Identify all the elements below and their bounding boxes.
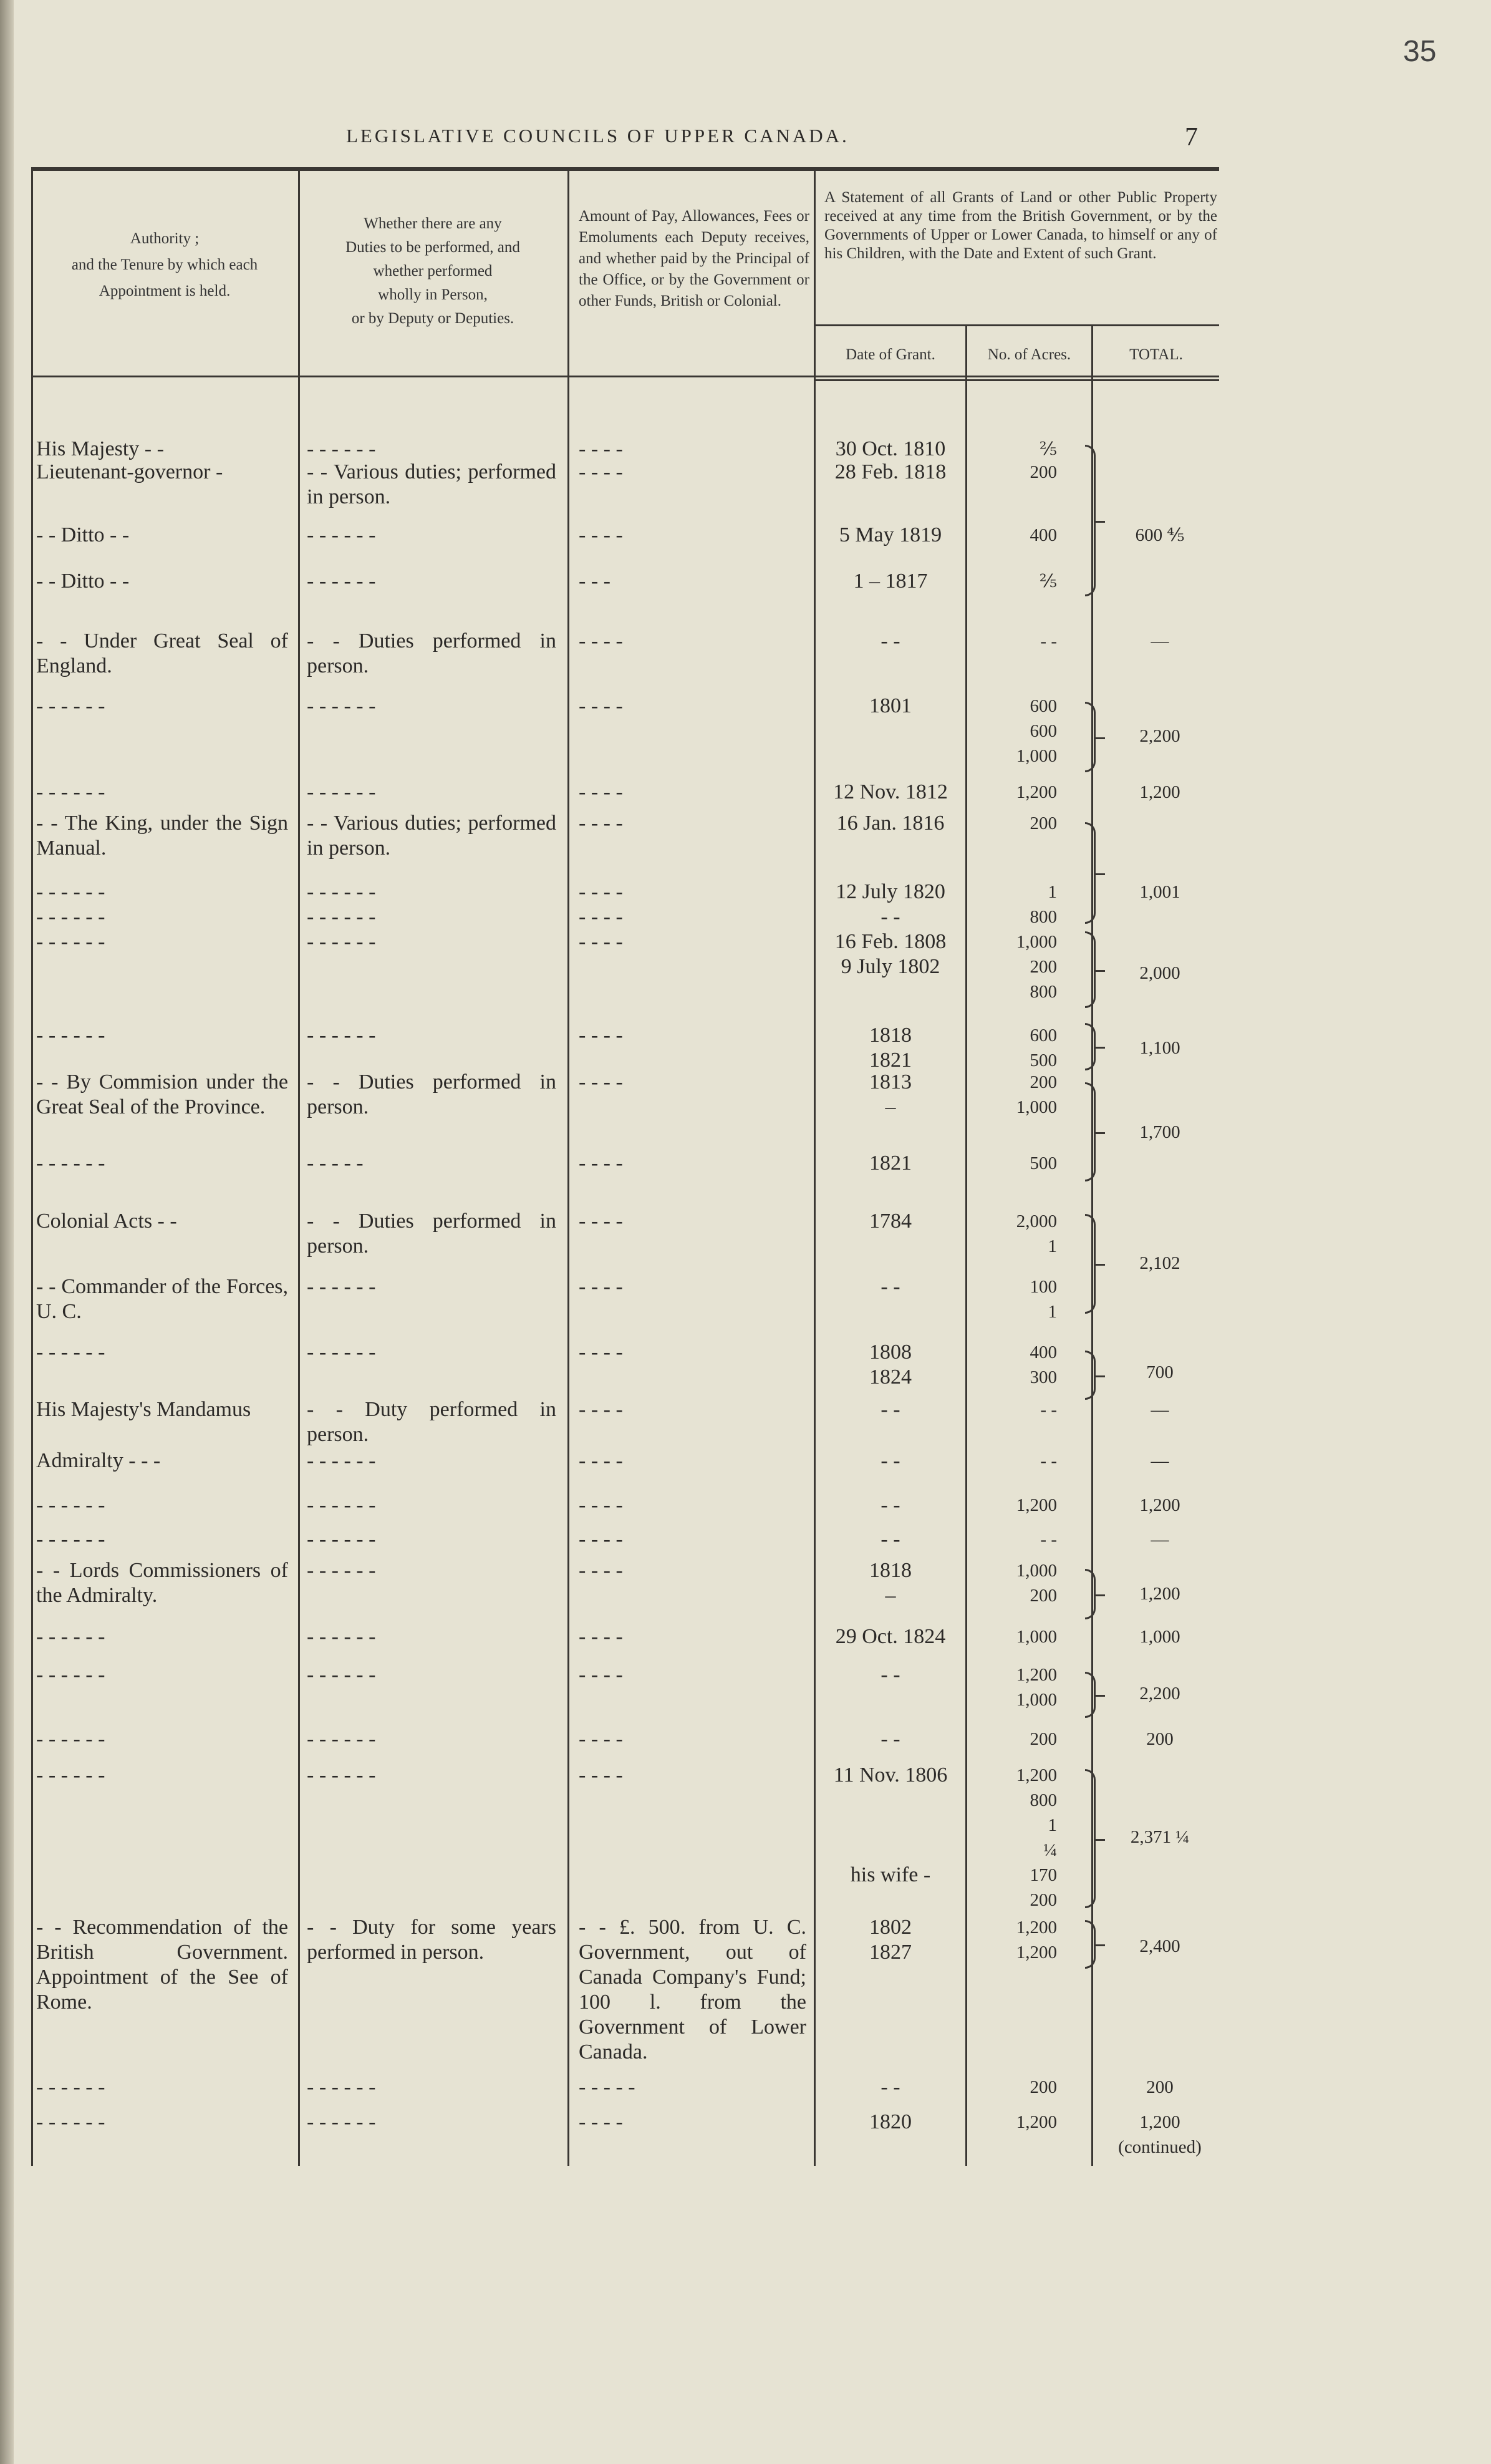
row-10-cell-d: 16 Feb. 1808 9 July 1802 — [834, 930, 947, 978]
grouping-brace — [1085, 1351, 1096, 1400]
grouping-brace — [1085, 1920, 1096, 1969]
header-authority: Authority ; and the Tenure by which each Appointment is held. — [71, 230, 258, 299]
row-12-cell-d: 1813 – — [869, 1070, 912, 1118]
row-12-cell-a: - - By Commision under the Great Seal of the Province. — [36, 1070, 288, 1118]
row-17-cell-f: — — [1151, 1400, 1169, 1420]
column-divider — [567, 170, 569, 2166]
row-13-cell-a: - - - - - - — [36, 1152, 105, 1175]
row-7-cell-e: 1,200 — [1016, 782, 1057, 802]
row-22-cell-f: 1,000 — [1139, 1627, 1180, 1647]
row-27-cell-f: 200 — [1146, 2077, 1174, 2097]
row-7-cell-d: 12 Nov. 1812 — [833, 780, 948, 803]
row-24-cell-c: - - - - — [579, 1727, 623, 1750]
row-24-cell-d: - - — [881, 1727, 900, 1750]
row-18-cell-d: - - — [881, 1449, 900, 1472]
row-28-cell-f: 1,200 (continued) — [1118, 2112, 1202, 2157]
row-10-cell-e: 1,000 200 800 — [1016, 932, 1057, 1002]
header-pay: Amount of Pay, Allowances, Fees or Emoluments each Deputy receives, and whether paid by the Principal of the Office, or by the Government or other Funds, British or Colonial. — [579, 208, 809, 309]
row-12-cell-b: - - Duties performed in person. — [307, 1070, 556, 1118]
row-19-cell-c: - - - - — [579, 1493, 623, 1516]
row-26-cell-b: - - Duty for some years performed in person. — [307, 1916, 556, 1964]
row-10-cell-a: - - - - - - — [36, 930, 105, 953]
header-grants: A Statement of all Grants of Land or other Public Property received at any time from the British Government, or by the Governments of Upper or Lower Canada, to himself or any of his Children, with the Date and Extent of such Grant. — [824, 189, 1217, 262]
row-12-cell-f: 1,700 — [1139, 1122, 1180, 1142]
header-duties: Whether there are any Duties to be performed, and whether performed wholly in Person, or by Deputy or Deputies. — [345, 215, 520, 327]
row-20-cell-e: - - — [1040, 1530, 1057, 1550]
grouping-brace — [1085, 1082, 1096, 1181]
row-21-cell-d: 1818 – — [869, 1559, 912, 1607]
row-15-cell-b: - - - - - - — [307, 1275, 376, 1298]
row-8-cell-c: - - - - — [579, 812, 623, 835]
row-9-cell-c: - - - - - - - - — [579, 880, 623, 928]
row-8-cell-b: - - Various duties; performed in person. — [307, 812, 556, 860]
row-22-cell-a: - - - - - - — [36, 1625, 105, 1648]
row-11-cell-c: - - - - — [579, 1024, 623, 1047]
row-25-cell-c: - - - - — [579, 1763, 623, 1787]
row-18-cell-f: — — [1151, 1451, 1169, 1471]
row-6-cell-f: 2,200 — [1139, 726, 1180, 746]
row-11-cell-a: - - - - - - — [36, 1024, 105, 1047]
row-13-cell-c: - - - - — [579, 1152, 623, 1175]
table-top-rule — [31, 167, 1219, 171]
row-1-cell-d: 30 Oct. 1810 — [835, 437, 946, 460]
row-15-cell-c: - - - - — [579, 1275, 623, 1298]
row-19-cell-e: 1,200 — [1016, 1495, 1057, 1515]
row-23-cell-d: - - — [881, 1663, 900, 1686]
row-16-cell-c: - - - - — [579, 1341, 623, 1364]
row-10-cell-f: 2,000 — [1139, 963, 1180, 983]
row-26-cell-f: 2,400 — [1139, 1936, 1180, 1956]
row-8-cell-d: 16 Jan. 1816 — [836, 812, 945, 835]
row-3-cell-d: 5 May 1819 — [839, 523, 942, 546]
row-18-cell-b: - - - - - - — [307, 1449, 376, 1472]
row-18-cell-a: Admiralty - - - — [36, 1449, 161, 1472]
row-16-cell-d: 1808 1824 — [869, 1341, 912, 1389]
row-5-cell-d: - - — [881, 629, 900, 652]
date-header-bottom-rule — [814, 379, 1219, 381]
row-28-cell-c: - - - - — [579, 2110, 623, 2133]
row-16-cell-a: - - - - - - — [36, 1341, 105, 1364]
row-17-cell-b: - - Duty performed in person. — [307, 1398, 556, 1446]
row-13-cell-e: 500 — [1030, 1153, 1057, 1173]
grouping-brace — [1085, 445, 1096, 596]
row-25-cell-b: - - - - - - — [307, 1763, 376, 1787]
column-divider — [298, 170, 300, 2166]
row-27-cell-c: - - - - - — [579, 2075, 635, 2098]
row-22-cell-e: 1,000 — [1016, 1627, 1057, 1647]
row-9-cell-d: 12 July 1820 - - — [836, 880, 945, 928]
row-20-cell-b: - - - - - - — [307, 1528, 376, 1551]
row-10-cell-b: - - - - - - — [307, 930, 376, 953]
row-6-cell-b: - - - - - - — [307, 694, 376, 717]
row-23-cell-b: - - - - - - — [307, 1663, 376, 1686]
row-27-cell-b: - - - - - - — [307, 2075, 376, 2098]
folio-number: 7 — [1185, 123, 1198, 152]
row-15-cell-e: 100 1 — [1030, 1277, 1057, 1322]
row-3-cell-c: - - - - — [579, 523, 623, 546]
row-3-cell-a: - - Ditto - - — [36, 523, 130, 546]
row-24-cell-e: 200 — [1030, 1729, 1057, 1749]
row-5-cell-b: - - Duties performed in person. — [307, 629, 556, 677]
row-25-cell-d: 11 Nov. 1806 his wife - — [833, 1763, 948, 1886]
row-2-cell-a: Lieutenant-governor - — [36, 460, 223, 483]
row-11-cell-b: - - - - - - — [307, 1024, 376, 1047]
row-4-cell-e: ⅖ — [1039, 571, 1057, 591]
row-12-cell-e: 200 1,000 — [1016, 1072, 1057, 1117]
row-18-cell-e: - - — [1040, 1451, 1057, 1471]
row-18-cell-c: - - - - — [579, 1449, 623, 1472]
row-19-cell-a: - - - - - - — [36, 1493, 105, 1516]
row-10-cell-c: - - - - — [579, 930, 623, 953]
row-20-cell-a: - - - - - - — [36, 1528, 105, 1551]
row-17-cell-d: - - — [881, 1398, 900, 1421]
row-13-cell-d: 1821 — [869, 1152, 912, 1175]
row-28-cell-d: 1820 — [869, 2110, 912, 2133]
column-divider — [965, 324, 967, 2166]
row-15-cell-d: - - — [881, 1275, 900, 1298]
row-3-cell-f: 600 ⅘ — [1135, 525, 1185, 545]
row-5-cell-f: — — [1151, 631, 1169, 651]
row-6-cell-d: 1801 — [869, 694, 912, 717]
row-25-cell-a: - - - - - - — [36, 1763, 105, 1787]
row-27-cell-d: - - — [881, 2075, 900, 2098]
row-21-cell-c: - - - - — [579, 1559, 623, 1582]
book-spine-shadow — [0, 0, 14, 2464]
row-1-cell-c: - - - - — [579, 437, 623, 460]
row-21-cell-a: - - Lords Commissioners of the Admiralty. — [36, 1559, 288, 1607]
grouping-brace — [1085, 931, 1096, 1008]
row-26-cell-d: 1802 1827 — [869, 1916, 912, 1964]
row-7-cell-c: - - - - — [579, 780, 623, 803]
row-28-cell-b: - - - - - - — [307, 2110, 376, 2133]
row-26-cell-a: - - Recommendation of the British Government. Appointment of the See of Rome. — [36, 1916, 288, 2014]
row-20-cell-c: - - - - — [579, 1528, 623, 1551]
grouping-brace — [1085, 1769, 1096, 1908]
grouping-brace — [1085, 702, 1096, 772]
row-26-cell-e: 1,200 1,200 — [1016, 1918, 1057, 1962]
row-11-cell-d: 1818 1821 — [869, 1024, 912, 1072]
row-22-cell-b: - - - - - - — [307, 1625, 376, 1648]
row-17-cell-c: - - - - — [579, 1398, 623, 1421]
row-4-cell-a: - - Ditto - - — [36, 570, 130, 593]
row-3-cell-e: 400 — [1030, 525, 1057, 545]
row-13-cell-b: - - - - - — [307, 1152, 364, 1175]
row-11-cell-f: 1,100 — [1139, 1038, 1180, 1058]
row-28-cell-a: - - - - - - — [36, 2110, 105, 2133]
page-number: 35 — [1403, 35, 1437, 68]
header-total: TOTAL. — [1129, 346, 1183, 363]
row-14-cell-d: 1784 — [869, 1210, 912, 1233]
row-14-cell-b: - - Duties performed in person. — [307, 1210, 556, 1258]
row-20-cell-f: — — [1151, 1530, 1169, 1550]
header-acres: No. of Acres. — [987, 346, 1071, 363]
grants-subheader-rule — [814, 324, 1219, 326]
grouping-brace — [1085, 1569, 1096, 1619]
row-9-cell-a: - - - - - - - - - - - - — [36, 880, 105, 928]
row-1-cell-a: His Majesty - - — [36, 437, 164, 460]
row-6-cell-e: 600 600 1,000 — [1016, 696, 1057, 766]
row-19-cell-d: - - — [881, 1493, 900, 1516]
row-24-cell-f: 200 — [1146, 1729, 1174, 1749]
row-11-cell-e: 600 500 — [1030, 1026, 1057, 1070]
grouping-brace — [1085, 822, 1096, 924]
row-2-cell-b: - - Various duties; performed in person. — [307, 460, 556, 508]
row-22-cell-d: 29 Oct. 1824 — [835, 1625, 946, 1648]
row-14-cell-e: 2,000 1 — [1016, 1211, 1057, 1256]
grouping-brace — [1085, 1023, 1096, 1070]
row-21-cell-f: 1,200 — [1139, 1584, 1180, 1604]
row-27-cell-e: 200 — [1030, 2077, 1057, 2097]
row-5-cell-e: - - — [1040, 631, 1057, 651]
row-23-cell-e: 1,200 1,000 — [1016, 1665, 1057, 1710]
row-6-cell-c: - - - - — [579, 694, 623, 717]
row-25-cell-f: 2,371 ¼ — [1130, 1827, 1190, 1847]
row-9-cell-e: 1 800 — [1030, 882, 1057, 927]
row-15-cell-a: - - Commander of the Forces, U. C. — [36, 1275, 288, 1323]
row-4-cell-b: - - - - - - — [307, 570, 376, 593]
row-4-cell-d: 1 – 1817 — [853, 570, 928, 593]
row-12-cell-c: - - - - — [579, 1070, 623, 1094]
row-1-cell-b: - - - - - - — [307, 437, 376, 460]
row-16-cell-b: - - - - - - — [307, 1341, 376, 1364]
column-divider — [31, 170, 33, 2166]
grouping-brace — [1085, 1672, 1096, 1718]
row-22-cell-c: - - - - — [579, 1625, 623, 1648]
row-23-cell-c: - - - - — [579, 1663, 623, 1686]
row-21-cell-b: - - - - - - — [307, 1559, 376, 1582]
row-16-cell-f: 700 — [1146, 1362, 1174, 1382]
row-19-cell-f: 1,200 — [1139, 1495, 1180, 1515]
row-25-cell-e: 1,200 800 1 ¼ 170 200 — [1016, 1765, 1057, 1910]
running-title: LEGISLATIVE COUNCILS OF UPPER CANADA. — [346, 125, 849, 147]
row-2-cell-e: 200 — [1030, 462, 1057, 482]
row-8-cell-e: 200 — [1030, 813, 1057, 833]
row-17-cell-a: His Majesty's Mandamus — [36, 1398, 251, 1421]
row-23-cell-f: 2,200 — [1139, 1684, 1180, 1704]
row-26-cell-c: - - £. 500. from U. C. Government, out of Canada Company's Fund; 100 l. from the Government of Lower Canada. — [579, 1916, 806, 2064]
row-24-cell-b: - - - - - - — [307, 1727, 376, 1750]
row-28-cell-e: 1,200 — [1016, 2112, 1057, 2132]
row-14-cell-f: 2,102 — [1139, 1253, 1180, 1273]
row-17-cell-e: - - — [1040, 1400, 1057, 1420]
header-bottom-rule — [31, 376, 1219, 377]
row-20-cell-d: - - — [881, 1528, 900, 1551]
row-2-cell-d: 28 Feb. 1818 — [834, 460, 947, 483]
row-19-cell-b: - - - - - - — [307, 1493, 376, 1516]
row-24-cell-a: - - - - - - — [36, 1727, 105, 1750]
row-3-cell-b: - - - - - - — [307, 523, 376, 546]
grouping-brace — [1085, 1214, 1096, 1314]
row-14-cell-c: - - - - — [579, 1210, 623, 1233]
row-1-cell-e: ⅖ — [1039, 439, 1057, 459]
row-5-cell-a: - - Under Great Seal of England. — [36, 629, 288, 677]
row-21-cell-e: 1,000 200 — [1016, 1561, 1057, 1606]
header-date: Date of Grant. — [846, 346, 935, 363]
column-divider — [814, 170, 816, 2166]
row-5-cell-c: - - - - — [579, 629, 623, 652]
row-27-cell-a: - - - - - - — [36, 2075, 105, 2098]
row-16-cell-e: 400 300 — [1030, 1342, 1057, 1387]
row-23-cell-a: - - - - - - — [36, 1663, 105, 1686]
row-9-cell-b: - - - - - - - - - - - - — [307, 880, 376, 928]
row-4-cell-c: - - - — [579, 570, 610, 593]
row-9-cell-f: 1,001 — [1139, 882, 1180, 902]
row-7-cell-a: - - - - - - — [36, 780, 105, 803]
row-2-cell-c: - - - - — [579, 460, 623, 483]
row-14-cell-a: Colonial Acts - - — [36, 1210, 177, 1233]
row-7-cell-f: 1,200 — [1139, 782, 1180, 802]
row-7-cell-b: - - - - - - — [307, 780, 376, 803]
row-6-cell-a: - - - - - - — [36, 694, 105, 717]
row-8-cell-a: - - The King, under the Sign Manual. — [36, 812, 288, 860]
